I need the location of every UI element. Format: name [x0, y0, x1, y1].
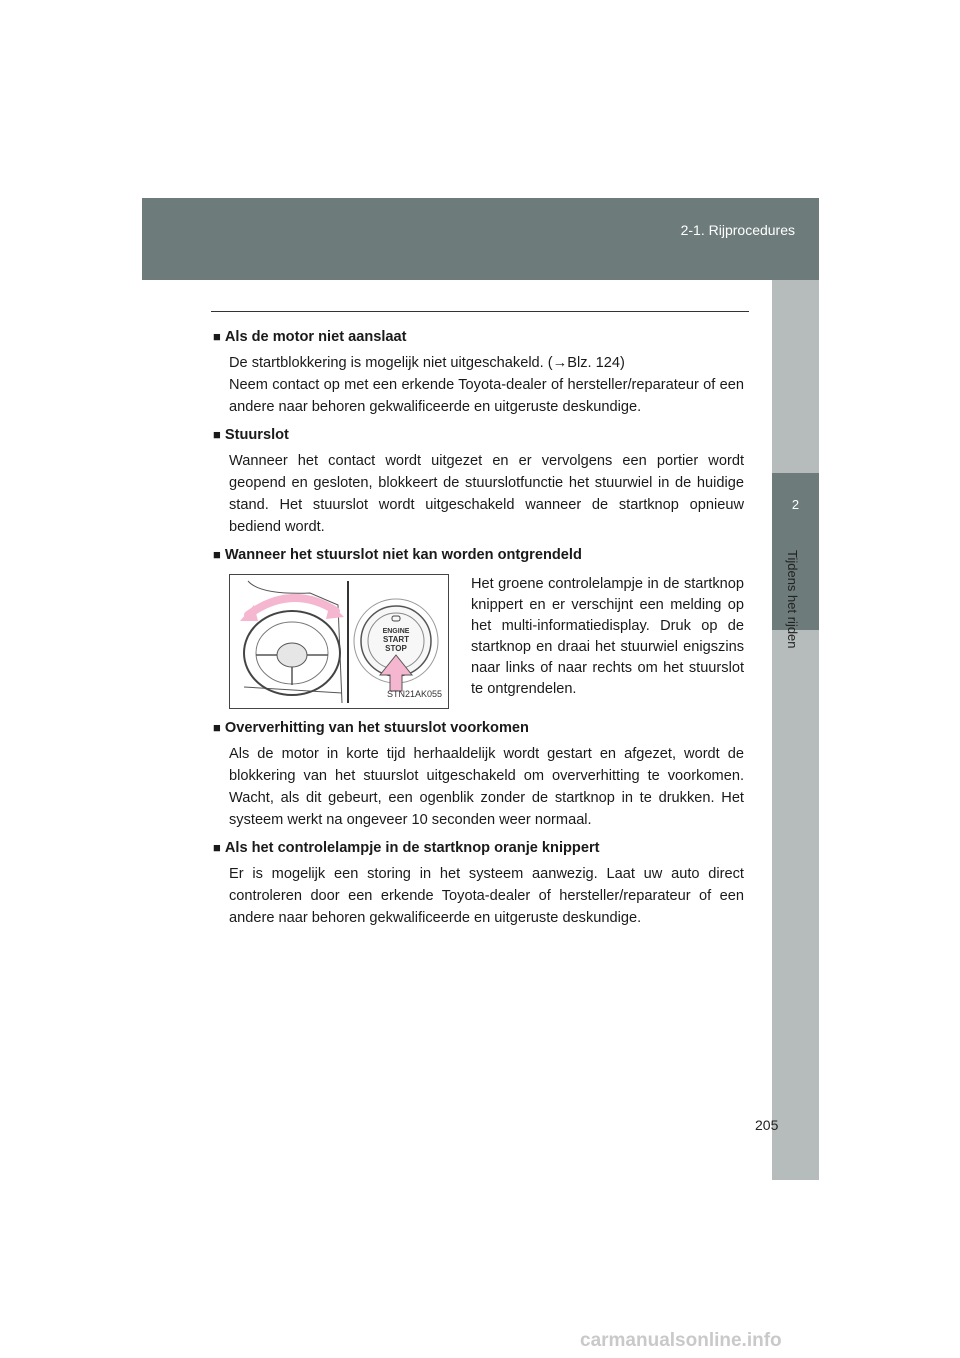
figure-row: [229, 574, 744, 709]
watermark: carmanualsonline.info: [580, 1330, 782, 1351]
section-title: ■ Oververhitting van het stuurslot voorkomen: [213, 720, 529, 736]
divider: [211, 311, 749, 312]
paragraph: Het groene controlelampje in de startknop knippert en er verschijnt een melding op het multi-informatiedisplay. Druk op de startknop en draai het stuurwiel enigszins naar links of naar rechts om het stuurslot te ontgrendelen.: [471, 576, 744, 697]
rotate-arrow-icon: [248, 598, 336, 615]
button-label: START: [382, 635, 410, 644]
chapter-label: Tijdens het rijden: [785, 550, 800, 649]
section-title: ■ Als de motor niet aanslaat: [213, 329, 407, 345]
figure-code: STN21AK055: [386, 689, 442, 699]
page-content: [213, 326, 744, 935]
header-band: [142, 198, 819, 280]
bullet-square-icon: ■: [213, 427, 221, 442]
bullet-square-icon: ■: [213, 840, 221, 855]
paragraph: Neem contact op met een erkende Toyota-dealer of hersteller/reparateur of een andere naar behoren gekwalificeerde en uitgeruste deskundige.: [229, 377, 744, 415]
section-title: ■ Wanneer het stuurslot niet kan worden ontgrendeld: [213, 547, 582, 563]
page-number: 205: [755, 1117, 779, 1133]
bullet-square-icon: ■: [213, 720, 221, 735]
bullet-square-icon: ■: [213, 547, 221, 562]
steering-lock-illustration: [229, 574, 449, 709]
section-title: ■ Stuurslot: [213, 427, 289, 443]
paragraph: Wanneer het contact wordt uitgezet en er vervolgens een portier wordt geopend en gesloten, blokkeert de stuurslotfunctie het stuurwiel in de huidige stand. Het stuurslot wordt uitgeschakeld wanneer de startknop opnieuw bediend wordt.: [229, 453, 744, 535]
paragraph: Als de motor in korte tijd herhaaldelijk wordt gestart en afgezet, wordt de blokkering van het stuurslot uitgeschakeld om oververhitting te voorkomen. Wacht, als dit gebeurt, een ogenblik zonder de startknop in te drukken. Het systeem werkt na ongeveer 10 seconden weer normaal.: [229, 746, 744, 828]
section-header-title: 2-1. Rijprocedures: [680, 222, 795, 238]
paragraph: Er is mogelijk een storing in het systeem aanwezig. Laat uw auto direct controleren door een erkende Toyota-dealer of hersteller/reparateur of een andere naar behoren gekwalificeerde en uitgeruste deskundige.: [229, 866, 744, 926]
button-label: ENGINE: [382, 628, 410, 635]
side-band: [772, 280, 819, 1180]
bullet-square-icon: ■: [213, 329, 221, 344]
section-body: [229, 352, 744, 418]
chapter-number: 2: [791, 497, 800, 512]
section-title: ■ Als het controlelampje in de startknop oranje knippert: [213, 840, 600, 856]
paragraph: De startblokkering is mogelijk niet uitgeschakeld. (→Blz. 124): [229, 355, 625, 371]
button-label: STOP: [385, 644, 407, 653]
